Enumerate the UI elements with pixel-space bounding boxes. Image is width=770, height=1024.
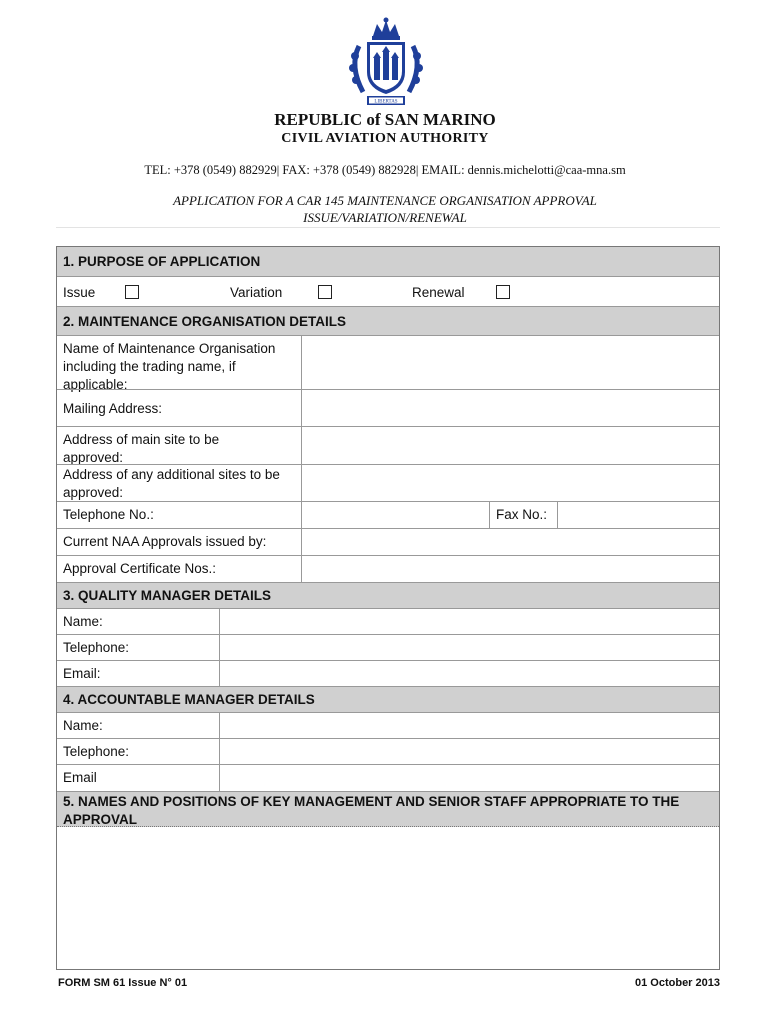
certificate-nos-row bbox=[57, 555, 719, 582]
qm-telephone-input[interactable] bbox=[220, 635, 719, 660]
field-label: Address of main site to be approved: bbox=[63, 432, 220, 465]
field-label: Name: bbox=[63, 718, 103, 733]
field-label: Telephone: bbox=[63, 744, 130, 759]
header-divider bbox=[56, 227, 720, 228]
am-telephone-row bbox=[57, 738, 719, 764]
telephone-fax-row bbox=[57, 501, 719, 528]
checkbox-issue[interactable] bbox=[125, 285, 139, 299]
section-key-staff-header bbox=[57, 791, 719, 827]
section-title: 4. ACCOUNTABLE MANAGER DETAILS bbox=[63, 692, 315, 707]
section-title: 1. PURPOSE OF APPLICATION bbox=[63, 254, 261, 269]
org-name-row bbox=[57, 335, 719, 392]
field-label: Telephone No.: bbox=[63, 507, 154, 522]
crest-motto: LIBERTAS bbox=[374, 99, 398, 105]
contact-info: TEL: +378 (0549) 882929| FAX: +378 (0549) 882928| EMAIL: dennis.michelotti@caa-mna.sm bbox=[144, 163, 626, 177]
checkbox-renewal[interactable] bbox=[496, 285, 510, 299]
additional-sites-input[interactable] bbox=[302, 465, 719, 501]
application-subtitle: ISSUE/VARIATION/RENEWAL bbox=[303, 210, 467, 225]
page-subtitle: CIVIL AVIATION AUTHORITY bbox=[281, 131, 489, 146]
form-identifier: FORM SM 61 Issue N° 01 bbox=[58, 977, 188, 989]
qm-name-input[interactable] bbox=[220, 609, 719, 634]
am-email-row bbox=[57, 764, 719, 791]
section-title-line2: APPROVAL bbox=[63, 812, 138, 827]
qm-telephone-row bbox=[57, 634, 719, 660]
main-site-row bbox=[57, 426, 719, 464]
section-title: 2. MAINTENANCE ORGANISATION DETAILS bbox=[63, 314, 347, 329]
fax-input[interactable] bbox=[558, 502, 719, 528]
section-accountable-manager-header bbox=[57, 686, 719, 712]
section-org-details-header bbox=[57, 306, 719, 335]
section-title: 3. QUALITY MANAGER DETAILS bbox=[63, 588, 272, 603]
certificate-nos-input[interactable] bbox=[302, 556, 719, 582]
additional-sites-row bbox=[57, 464, 719, 501]
application-form bbox=[56, 246, 720, 970]
field-label: Approval Certificate Nos.: bbox=[63, 561, 217, 576]
field-label: Address of any additional sites to be approved: bbox=[63, 467, 280, 500]
field-label: Current NAA Approvals issued by: bbox=[63, 534, 267, 549]
field-label: Telephone: bbox=[63, 640, 130, 655]
option-label-issue: Issue bbox=[63, 285, 96, 300]
field-label: Email: bbox=[63, 666, 101, 681]
naa-approvals-row bbox=[57, 528, 719, 555]
am-name-row bbox=[57, 712, 719, 738]
page-title: REPUBLIC of SAN MARINO bbox=[274, 110, 496, 129]
qm-name-row bbox=[57, 608, 719, 634]
section-quality-manager-header bbox=[57, 582, 719, 608]
checkbox-variation[interactable] bbox=[318, 285, 332, 299]
telephone-input[interactable] bbox=[302, 502, 489, 528]
purpose-options-row bbox=[57, 276, 719, 306]
application-title: APPLICATION FOR A CAR 145 MAINTENANCE ORGANISATION APPROVAL bbox=[173, 193, 597, 208]
field-label: Fax No.: bbox=[496, 507, 548, 522]
am-name-input[interactable] bbox=[220, 713, 719, 738]
field-label: Email bbox=[63, 770, 97, 785]
qm-email-row bbox=[57, 660, 719, 686]
section-title-line1: 5. NAMES AND POSITIONS OF KEY MANAGEMENT AND SENIOR STAFF APPROPRIATE TO THE bbox=[63, 794, 680, 809]
field-label: Name of Maintenance Organisation including the trading name, if applicable: bbox=[63, 341, 276, 392]
mailing-address-row bbox=[57, 389, 719, 426]
form-date: 01 October 2013 bbox=[635, 977, 720, 989]
am-telephone-input[interactable] bbox=[220, 739, 719, 764]
san-marino-crest-logo bbox=[345, 16, 427, 108]
option-label-renewal: Renewal bbox=[412, 285, 465, 300]
section-purpose-header bbox=[57, 247, 719, 276]
key-staff-textarea[interactable] bbox=[57, 827, 719, 969]
mailing-address-input[interactable] bbox=[302, 390, 719, 426]
main-site-input[interactable] bbox=[302, 427, 719, 464]
field-label: Mailing Address: bbox=[63, 401, 163, 416]
am-email-input[interactable] bbox=[220, 765, 719, 791]
org-name-input[interactable] bbox=[302, 336, 719, 389]
naa-approvals-input[interactable] bbox=[302, 529, 719, 555]
qm-email-input[interactable] bbox=[220, 661, 719, 686]
option-label-variation: Variation bbox=[230, 285, 283, 300]
field-label: Name: bbox=[63, 614, 103, 629]
